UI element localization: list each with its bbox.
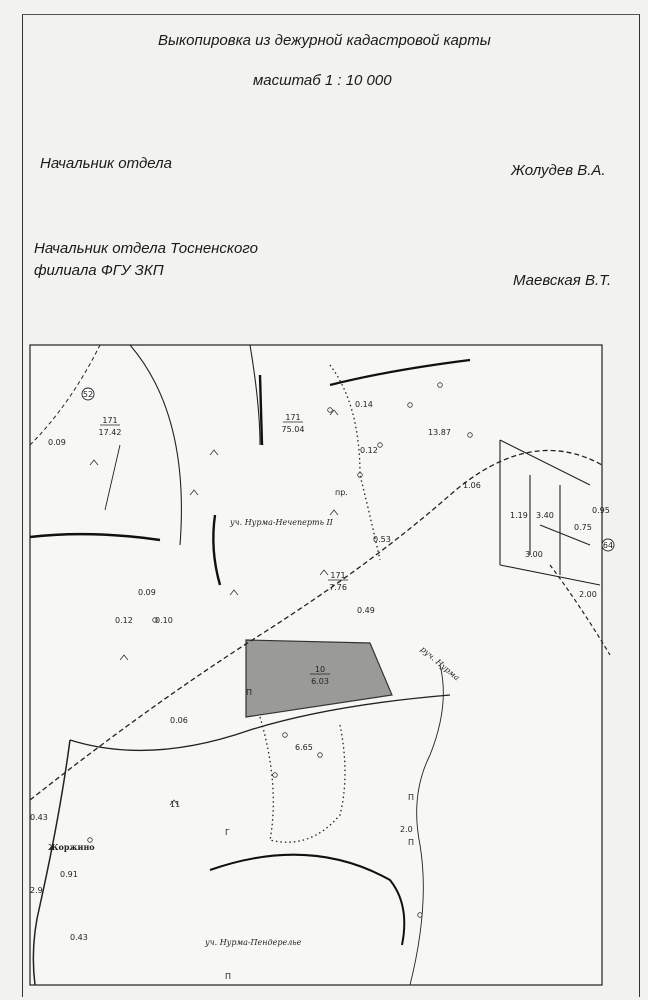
signatory-name-2: Маевская В.Т.: [513, 272, 612, 289]
parcel-id: 10: [314, 665, 326, 674]
area-label: 0.09: [48, 438, 66, 447]
area-label: 0.95: [592, 506, 610, 515]
area-label: 0.53: [373, 535, 391, 544]
area-label: 0.10: [155, 616, 173, 625]
map-letter: П: [246, 688, 253, 697]
cadastral-map: [30, 345, 614, 985]
area-label: 0.91: [60, 870, 78, 879]
parcel-area: 75.04: [281, 425, 305, 434]
parcel-area: 6.03: [311, 677, 329, 686]
place-name: Жоржино: [48, 842, 95, 852]
area-label: 0.09: [138, 588, 156, 597]
place-name: уч. Нурма-Пендерелье: [205, 938, 302, 947]
area-label: 0.75: [574, 523, 592, 532]
area-label: 0.43: [30, 813, 48, 822]
area-label: 6.65: [295, 743, 313, 752]
signatory-role-2: [34, 238, 334, 282]
area-label: 3.00: [525, 550, 543, 559]
area-label: 1.19: [510, 511, 528, 520]
role2-line2: филиала ФГУ ЗКП: [34, 262, 164, 279]
place-name: уч. Нурма-Нечеперть II: [230, 518, 333, 527]
signatory-role-1: Начальник отдела: [40, 155, 172, 172]
place-name: руч. Нурма: [418, 644, 462, 683]
map-letter: Г: [225, 828, 230, 837]
area-label: 2.00: [579, 590, 597, 599]
parcel-id: 171: [330, 571, 346, 580]
area-label: 0.06: [170, 716, 188, 725]
road-marker-label: 64: [602, 541, 614, 550]
road-marker-label: 52: [82, 390, 94, 399]
area-label: 11: [170, 800, 181, 809]
map-letter: П: [408, 838, 415, 847]
map-letter: П: [225, 972, 232, 981]
area-label: 0.49: [357, 606, 375, 615]
signatory-name-1: Жолудев В.А.: [511, 162, 606, 179]
area-label: 0.12: [360, 446, 378, 455]
document-title: Выкопировка из дежурной кадастровой карты: [158, 32, 491, 49]
parcel-id: 171: [285, 413, 301, 422]
map-letter: пр.: [335, 488, 348, 497]
area-label: 0.12: [115, 616, 133, 625]
area-label: 1.06: [463, 481, 481, 490]
area-label: 3.40: [536, 511, 554, 520]
scale-label: масштаб 1 : 10 000: [253, 72, 392, 89]
area-label: 2.9: [30, 886, 43, 895]
parcel-area: 17.42: [98, 428, 122, 437]
map-letter: П: [408, 793, 415, 802]
area-label: 0.43: [70, 933, 88, 942]
area-label: 13.87: [428, 428, 451, 437]
parcel-area: 7.76: [329, 583, 347, 592]
area-label: 0.14: [355, 400, 373, 409]
area-label: 2.0: [400, 825, 413, 834]
parcel-id: 171: [102, 416, 118, 425]
role2-line1: Начальник отдела Тосненского: [34, 240, 258, 257]
